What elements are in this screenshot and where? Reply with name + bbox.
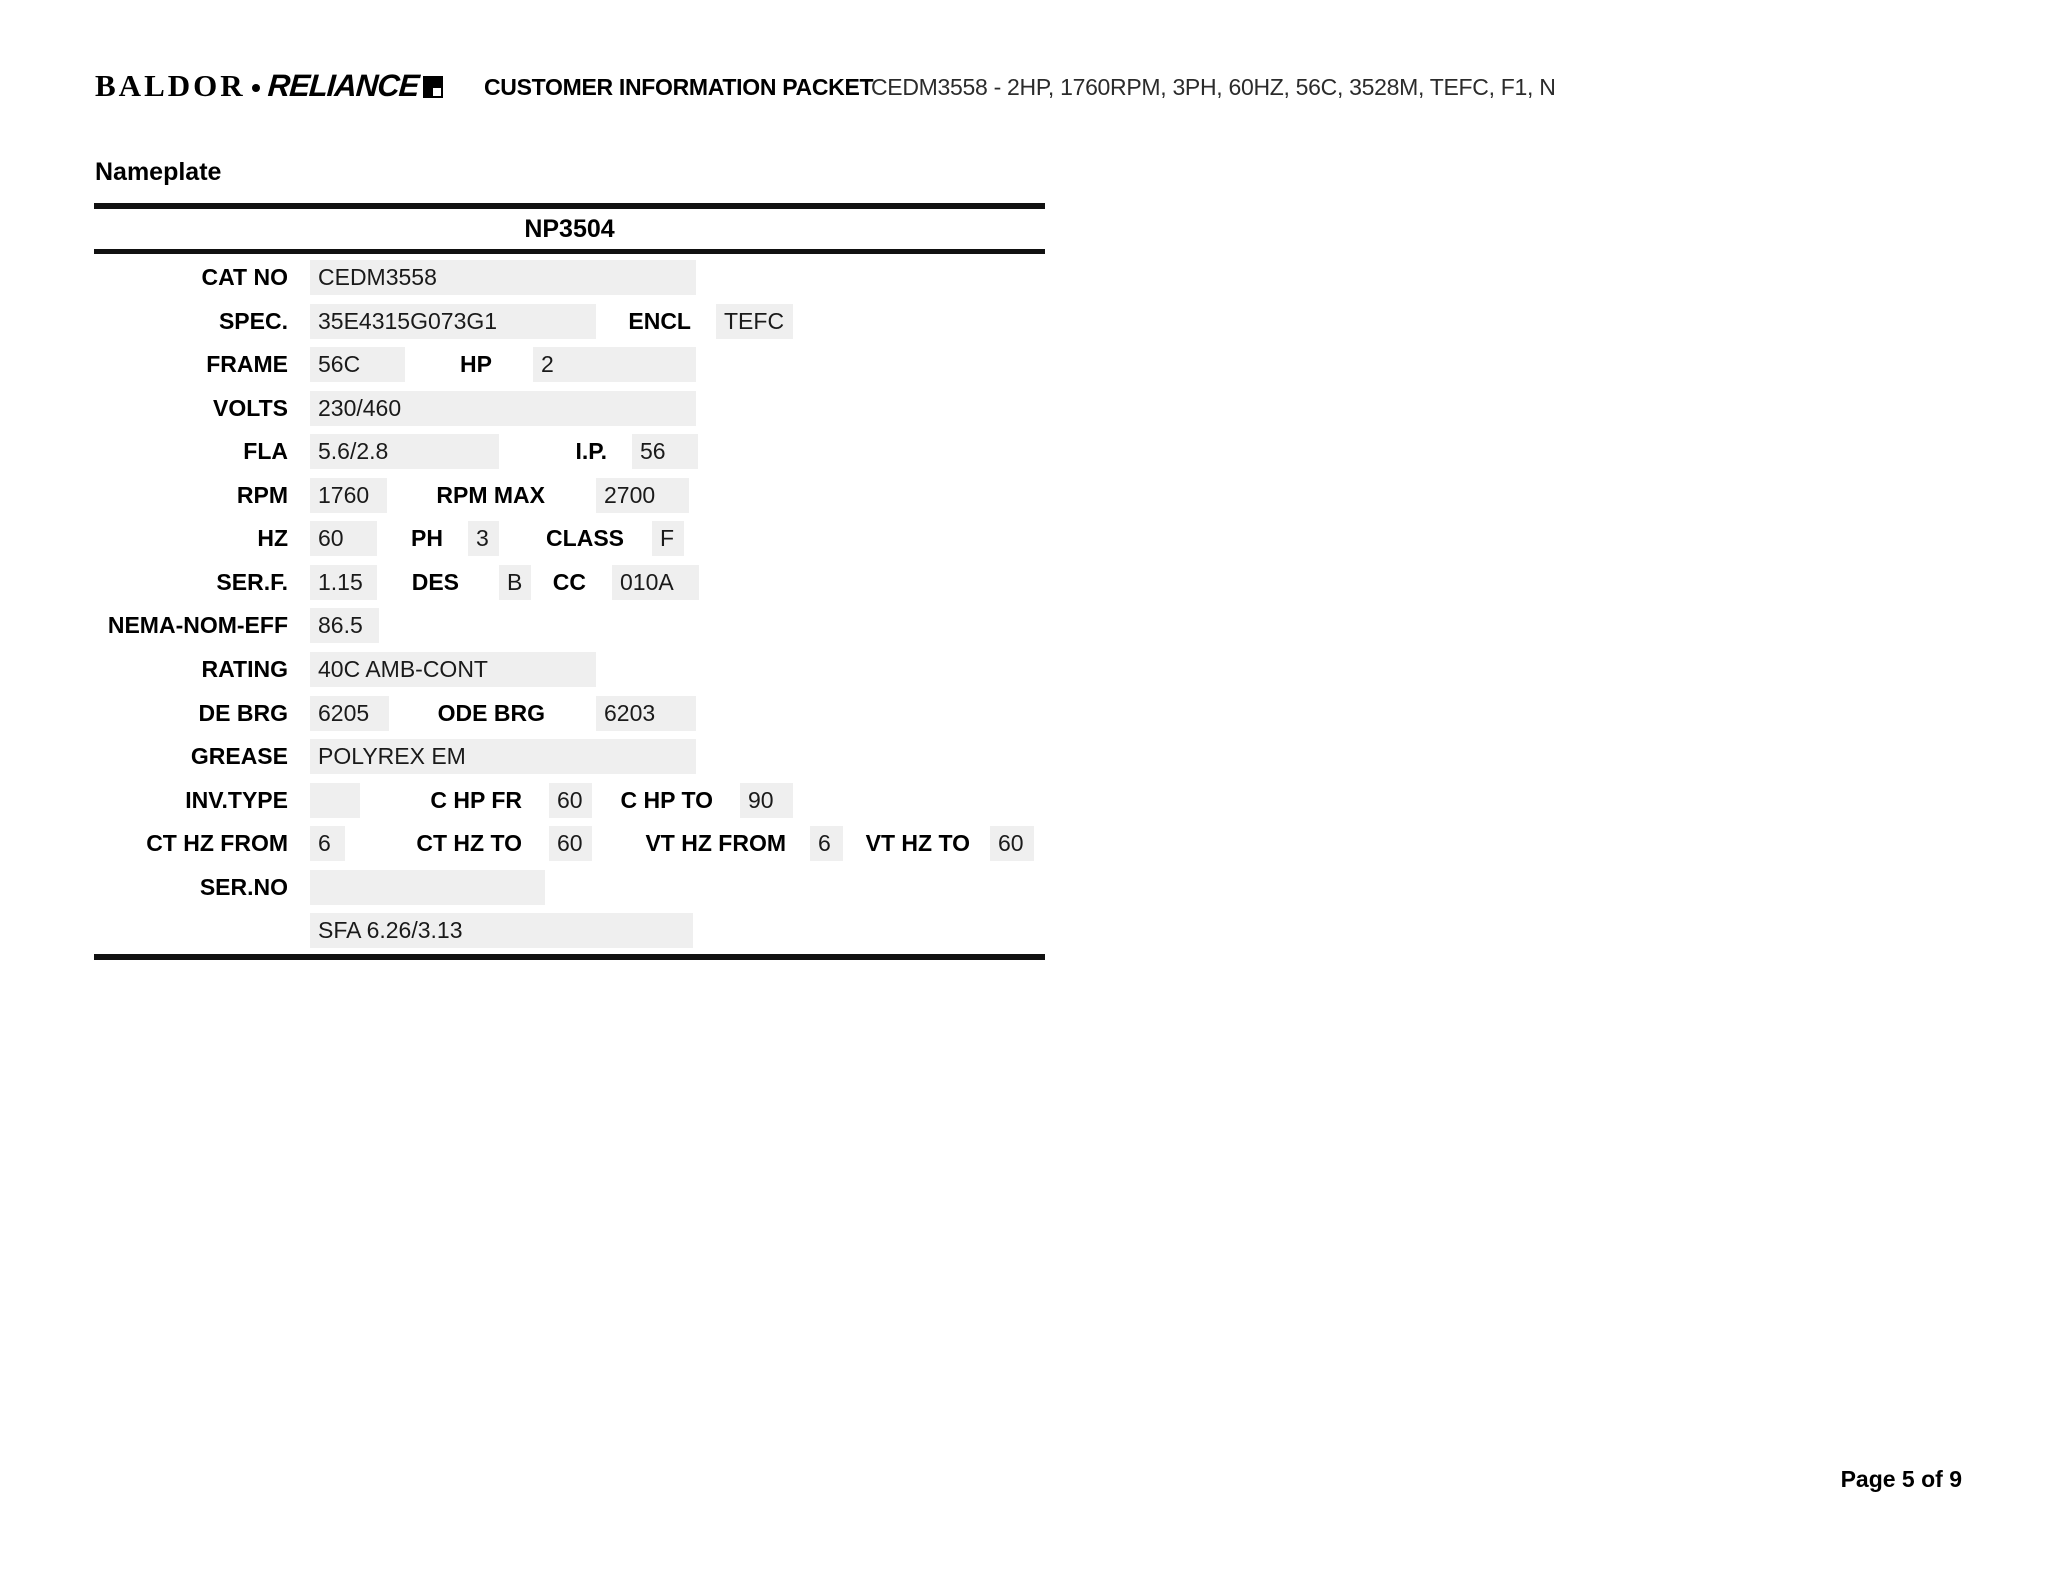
row-label: FRAME (206, 351, 288, 377)
row-label: SPEC. (218, 308, 288, 334)
row-label: FLA (243, 438, 288, 464)
packet-title: CUSTOMER INFORMATION PACKET (484, 74, 874, 100)
nameplate-row (94, 650, 1045, 694)
nameplate-field: 35E4315G073G1 (310, 304, 596, 339)
nameplate-field: 86.5 (310, 608, 379, 643)
row-label: VOLTS (213, 395, 288, 421)
nameplate-row (94, 345, 1045, 389)
inline-label: DES (411, 569, 459, 595)
nameplate-row (94, 258, 1045, 302)
nameplate-field: B (499, 565, 531, 600)
inline-label: VT HZ TO (865, 830, 970, 856)
nameplate-field: 230/460 (310, 391, 696, 426)
row-label: CAT NO (201, 264, 288, 290)
nameplate-field: 2 (533, 347, 696, 382)
nameplate-field: SFA 6.26/3.13 (310, 913, 693, 948)
nameplate-field: 6 (810, 826, 843, 861)
row-label: DE BRG (198, 700, 288, 726)
nameplate-number: NP3504 (524, 215, 615, 243)
nameplate-field: TEFC (716, 304, 793, 339)
inline-label: HP (460, 351, 492, 377)
row-label: GREASE (190, 743, 288, 769)
row-label: CT HZ FROM (146, 830, 288, 856)
row-label: HZ (257, 525, 288, 551)
row-label: NEMA-NOM-EFF (107, 612, 288, 638)
nameplate-row (94, 389, 1045, 433)
inline-label: CT HZ TO (416, 830, 522, 856)
nameplate-field: 3 (468, 521, 499, 556)
nameplate-field: 5.6/2.8 (310, 434, 499, 469)
nameplate-field: 60 (990, 826, 1034, 861)
nameplate-field: 90 (740, 783, 793, 818)
logo-baldor-text: BALDOR (95, 68, 246, 103)
table-bottom-rule (94, 954, 1045, 960)
nameplate-row (94, 911, 1045, 955)
inline-label: PH (411, 525, 443, 551)
nameplate-field: POLYREX EM (310, 739, 696, 774)
inline-label: C HP FR (430, 787, 522, 813)
nameplate-table-rows (94, 0, 1045, 960)
inline-label: ODE BRG (437, 700, 545, 726)
nameplate-field: 1.15 (310, 565, 377, 600)
nameplate-field: 6205 (310, 696, 389, 731)
nameplate-row (94, 432, 1045, 476)
nameplate-field: 60 (310, 521, 377, 556)
nameplate-field: 60 (549, 826, 592, 861)
nameplate-field: 56C (310, 347, 405, 382)
product-description: CEDM3558 - 2HP, 1760RPM, 3PH, 60HZ, 56C, 3528M, TEFC, F1, N (871, 74, 1556, 100)
row-label: INV.TYPE (185, 787, 288, 813)
nameplate-row (94, 868, 1045, 912)
row-label: RPM (236, 482, 288, 508)
nameplate-row (94, 694, 1045, 738)
inline-label: VT HZ FROM (645, 830, 786, 856)
inline-label: RPM MAX (436, 482, 545, 508)
page-indicator: Page 5 of 9 (1840, 1466, 1962, 1492)
nameplate-row (94, 302, 1045, 346)
nameplate-field: CEDM3558 (310, 260, 696, 295)
nameplate-row (94, 476, 1045, 520)
nameplate-row (94, 737, 1045, 781)
nameplate-row (94, 781, 1045, 825)
nameplate-field: 2700 (596, 478, 689, 513)
nameplate-field: 1760 (310, 478, 387, 513)
inline-label: I.P. (575, 438, 607, 464)
nameplate-row (94, 824, 1045, 868)
logo-reliance-text: RELIANCE (266, 68, 420, 103)
nameplate-field: 60 (549, 783, 592, 818)
inline-label: C HP TO (620, 787, 713, 813)
inline-label: ENCL (628, 308, 691, 334)
nameplate-field: 56 (632, 434, 698, 469)
row-label: RATING (201, 656, 288, 682)
inline-label: CC (552, 569, 586, 595)
nameplate-field (310, 870, 545, 905)
section-title-nameplate: Nameplate (95, 158, 222, 186)
inline-label: CLASS (546, 525, 624, 551)
nameplate-field: 40C AMB-CONT (310, 652, 596, 687)
nameplate-field: 6 (310, 826, 345, 861)
nameplate-row (94, 563, 1045, 607)
row-label: SER.F. (216, 569, 288, 595)
nameplate-row (94, 606, 1045, 650)
nameplate-field: F (652, 521, 684, 556)
row-label: SER.NO (199, 874, 288, 900)
nameplate-row (94, 519, 1045, 563)
nameplate-field: 010A (612, 565, 699, 600)
nameplate-field: 6203 (596, 696, 696, 731)
